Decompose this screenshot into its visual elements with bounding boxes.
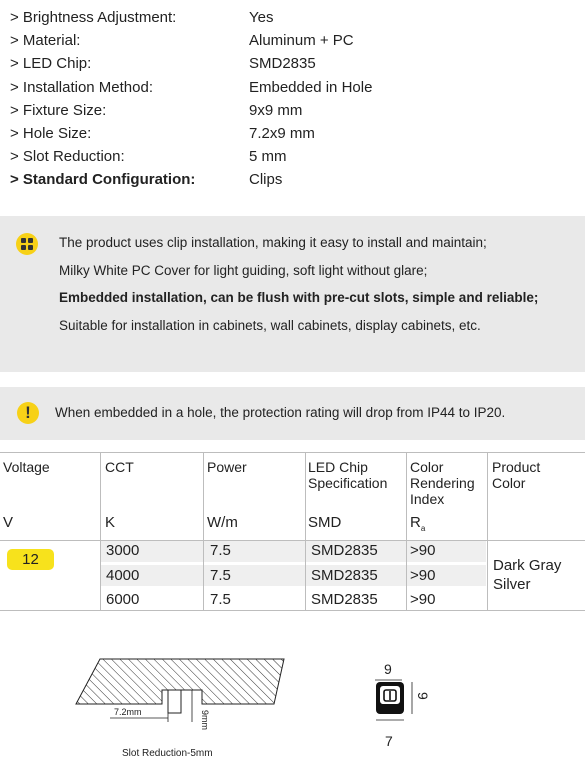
unit-cri: [410, 514, 425, 533]
col-divider: [487, 452, 488, 611]
spec-value: 9x9 mm: [249, 101, 303, 119]
spec-value: 7.2x9 mm: [249, 124, 315, 142]
feature-line: Embedded installation, can be flush with pre-cut slots, simple and reliable;: [59, 290, 539, 305]
profile-bottom-dimension: 7: [385, 733, 393, 749]
warning-panel: [0, 387, 585, 440]
spec-value: 5 mm: [249, 148, 287, 166]
col-divider: [203, 452, 204, 611]
hole-depth-label: 9mm: [200, 710, 210, 730]
header-led-chip: [308, 459, 387, 491]
spec-table: [0, 452, 585, 611]
spec-led-chip: [10, 52, 580, 75]
cell-cri: >90: [410, 567, 436, 584]
spec-list: [10, 6, 580, 192]
header-line: Color: [492, 475, 526, 491]
profile-diagram: [368, 660, 438, 752]
unit-cri-sub: a: [420, 524, 426, 533]
spec-label: > Standard Configuration:: [10, 171, 196, 189]
header-voltage: Voltage: [3, 459, 50, 475]
header-product-color: [492, 459, 540, 491]
spec-value: SMD2835: [249, 55, 316, 73]
exclamation-icon: [17, 402, 39, 424]
unit-power: W/m: [207, 514, 238, 531]
spec-label: > Hole Size:: [10, 124, 92, 142]
spec-value: Embedded in Hole: [249, 78, 373, 96]
cell-cri: >90: [410, 591, 436, 608]
cell-chip: SMD2835: [311, 591, 378, 608]
header-line: LED Chip: [308, 459, 368, 475]
col-divider: [305, 452, 306, 611]
unit-voltage: V: [3, 514, 14, 531]
profile-top-dimension: 9: [384, 661, 392, 677]
feature-line: The product uses clip installation, making it easy to install and maintain;: [59, 235, 487, 250]
header-line: Specification: [308, 475, 388, 491]
warning-text: When embedded in a hole, the protection rating will drop from IP44 to IP20.: [55, 405, 506, 420]
col-divider: [406, 452, 407, 611]
spec-fixture-size: [10, 99, 580, 122]
header-line: Color: [410, 459, 444, 475]
cell-chip: SMD2835: [311, 567, 378, 584]
header-power: Power: [207, 459, 247, 475]
slot-reduction-caption: Slot Reduction-5mm: [122, 748, 213, 759]
spec-value: Clips: [249, 171, 283, 189]
cell-power: 7.5: [210, 591, 231, 608]
product-color-line: Dark Gray: [493, 557, 562, 574]
cell-power: 7.5: [210, 567, 231, 584]
unit-cct: K: [105, 514, 116, 531]
cell-cct: 6000: [106, 591, 140, 608]
features-panel: [0, 216, 585, 372]
spec-label: > Installation Method:: [10, 78, 154, 96]
table-border-top: [0, 452, 585, 453]
spec-brightness: [10, 6, 580, 29]
unit-cri-main: R: [410, 514, 421, 531]
table-divider: [0, 540, 585, 541]
spec-value: Aluminum + PC: [249, 32, 354, 50]
cell-cri: >90: [410, 542, 436, 559]
feature-line: Milky White PC Cover for light guiding, soft light without glare;: [59, 262, 428, 278]
header-line: Rendering: [410, 475, 475, 491]
fixture-profile: [168, 690, 181, 713]
spec-label: > Slot Reduction:: [10, 148, 125, 166]
spec-installation: [10, 76, 580, 99]
table-border-bottom: [0, 610, 585, 611]
cell-cct: 4000: [106, 567, 140, 584]
spec-standard-config: [10, 168, 580, 191]
col-divider: [100, 452, 101, 611]
spec-label: > Fixture Size:: [10, 101, 107, 119]
spec-slot-reduction: [10, 145, 580, 168]
spec-label: > Material:: [10, 32, 81, 50]
spec-material: [10, 29, 580, 52]
exclamation-symbol: !: [25, 403, 31, 422]
unit-chip: SMD: [308, 514, 342, 531]
feature-list: [59, 234, 538, 344]
feature-line: Suitable for installation in cabinets, wall cabinets, display cabinets, etc.: [59, 317, 481, 333]
cell-cct: 3000: [106, 542, 140, 559]
grid-icon: [16, 233, 38, 255]
cell-chip: SMD2835: [311, 542, 378, 559]
spec-hole-size: [10, 122, 580, 145]
spec-label: > LED Chip:: [10, 55, 92, 73]
product-color: [493, 556, 561, 594]
spec-value: Yes: [249, 9, 274, 26]
profile-side-dimension: 9: [415, 692, 431, 700]
voltage-badge: 12: [7, 549, 54, 570]
hole-width-label: 7.2mm: [114, 707, 142, 717]
spec-label: > Brightness Adjustment:: [10, 9, 177, 26]
installation-diagram: [70, 652, 310, 764]
header-cri: [410, 459, 475, 507]
header-line: Product: [492, 459, 541, 475]
header-cct: CCT: [105, 459, 134, 475]
header-line: Index: [410, 491, 445, 507]
product-color-line: Silver: [493, 576, 531, 593]
cell-power: 7.5: [210, 542, 231, 559]
